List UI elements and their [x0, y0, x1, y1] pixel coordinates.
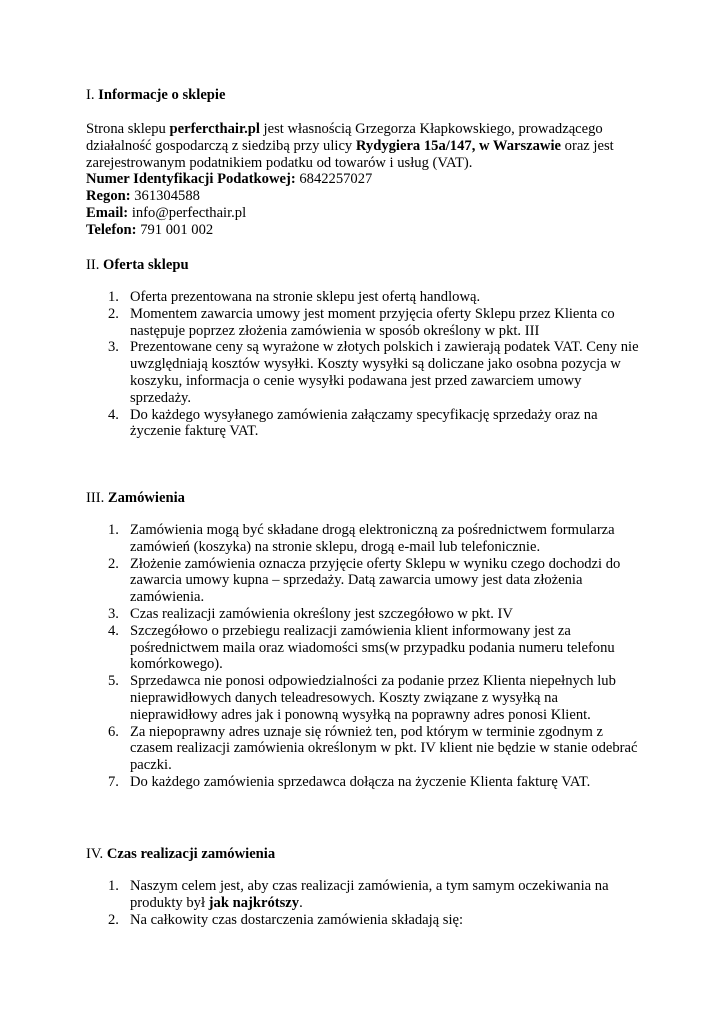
item-text: Sprzedawca nie ponosi odpowiedzialności za podanie przez Klienta niepełnych lub nieprawidłowych danych teleadresowych. Koszty związane z wysyłką na nieprawidłowy adres jak i ponowną wysyłką na poprawny adres ponosi Klient. — [130, 673, 616, 723]
list-item — [108, 522, 646, 556]
list-item — [108, 407, 646, 441]
list-item — [108, 306, 646, 340]
item-number: 6. — [108, 723, 119, 740]
item-number: 4. — [108, 622, 119, 639]
list-item — [108, 556, 646, 606]
nip-value: 6842257027 — [295, 171, 373, 188]
item-number: 5. — [108, 673, 119, 690]
phone-line — [86, 222, 646, 239]
list-item — [108, 289, 646, 306]
item-text: Momentem zawarcia umowy jest moment przyjęcia oferty Sklepu przez Klienta co następuje poprzez złożenia zamówienia w sposób określony w pkt. III — [130, 305, 615, 339]
item-text: Naszym celem jest, aby czas realizacji zamówienia, a tym samym oczekiwania na produkty był — [130, 878, 609, 911]
section-numeral: I. — [86, 87, 95, 103]
item-number: 2. — [108, 305, 119, 322]
intro-text: Strona sklepu — [86, 121, 170, 137]
item-text: Czas realizacji zamówienia określony jest szczegółowo w pkt. IV — [130, 605, 513, 622]
email-line — [86, 205, 646, 222]
item-text: Złożenie zamówienia oznacza przyjęcie oferty Sklepu w wyniku czego dochodzi do zawarcia umowy kupna – sprzedaży. Datą zawarcia umowy jest data złożenia zamówienia. — [130, 555, 621, 606]
regon-value: 361304588 — [130, 188, 200, 205]
item-text: Szczegółowo o przebiegu realizacji zamówienia klient informowany jest za pośrednictwem maila oraz wiadomości sms(w przypadku podania numeru telefonu komórkowego). — [130, 622, 615, 673]
nip-line — [86, 171, 646, 188]
section-title: Informacje o sklepie — [98, 87, 226, 103]
item-text: Do każdego zamówienia sprzedawca dołącza na życzenie Klienta fakturę VAT. — [130, 773, 591, 790]
email-value: info@perfecthair.pl — [128, 204, 247, 221]
list-item — [108, 724, 646, 774]
item-number: 2. — [108, 555, 119, 572]
shop-info-block — [86, 121, 646, 239]
list-item — [108, 912, 646, 929]
section-numeral: III. — [86, 490, 105, 506]
orders-list — [108, 522, 646, 791]
section-numeral: II. — [86, 257, 100, 273]
section-heading-shop-info — [86, 87, 225, 104]
shop-address: Rydygiera 15a/147, w Warszawie — [355, 137, 562, 154]
phone-value: 791 001 002 — [136, 221, 214, 238]
phone-label: Telefon: — [86, 221, 137, 238]
offer-list — [108, 289, 646, 440]
item-number: 3. — [108, 339, 119, 356]
item-text: Do każdego wysyłanego zamówienia załączamy specyfikację sprzedaży oraz na życzenie fakturę VAT. — [130, 406, 598, 440]
item-number: 2. — [108, 911, 119, 928]
shop-domain: perfercthair.pl — [169, 121, 260, 137]
item-text: Zamówienia mogą być składane drogą elektroniczną za pośrednictwem formularza zamówień (koszyka) na stronie sklepu, drogą e-mail lub telefonicznie. — [130, 522, 615, 555]
item-number: 3. — [108, 605, 119, 622]
item-number: 7. — [108, 773, 119, 790]
regon-line — [86, 188, 646, 205]
item-text: Oferta prezentowana na stronie sklepu jest ofertą handlową. — [130, 289, 481, 305]
item-text: Za niepoprawny adres uznaje się również ten, pod którym w terminie zgodnym z czasem realizacji zamówienia określonym w pkt. IV klient nie będzie w stanie odebrać paczki. — [130, 723, 638, 774]
intro-text: jest własnością Grzegorza Kłapkowskiego, prowadzącego działalność gospodarczą z siedzibą przy ulicy — [86, 121, 603, 154]
section-title: Zamówienia — [107, 490, 185, 506]
list-item — [108, 623, 646, 673]
nip-label: Numer Identyfikacji Podatkowej: — [86, 171, 296, 188]
shop-description — [86, 121, 646, 171]
list-item — [108, 878, 646, 912]
list-item — [108, 339, 646, 406]
delivery-time-list — [108, 878, 646, 928]
regon-label: Regon: — [86, 188, 131, 205]
list-item — [108, 774, 646, 791]
item-text: . — [299, 894, 303, 911]
section-heading-offer — [86, 257, 189, 274]
intro-text: oraz jest zarejestrowanym podatnikiem podatku od towarów i usług (VAT). — [86, 137, 614, 171]
list-item — [108, 673, 646, 723]
item-number: 1. — [108, 878, 119, 894]
section-title: Oferta sklepu — [103, 257, 189, 273]
section-heading-orders — [86, 490, 185, 507]
list-item — [108, 606, 646, 623]
item-number: 4. — [108, 406, 119, 423]
section-title: Czas realizacji zamówienia — [106, 846, 276, 862]
item-text: Prezentowane ceny są wyrażone w złotych polskich i zawierają podatek VAT. Ceny nie uwzględniają kosztów wysyłki. Koszty wysyłki są doliczane jako osobna pozycja w koszyku, informacja o cenie wysyłki podawana jest przed zawarciem umowy sprzedaży. — [130, 339, 639, 406]
item-text: Na całkowity czas dostarczenia zamówienia składają się: — [130, 911, 464, 928]
item-number: 1. — [108, 289, 119, 305]
item-number: 1. — [108, 522, 119, 538]
email-label: Email: — [86, 204, 129, 221]
section-numeral: IV. — [86, 846, 104, 862]
item-emphasis: jak najkrótszy — [208, 894, 300, 911]
section-heading-delivery-time — [86, 846, 275, 863]
